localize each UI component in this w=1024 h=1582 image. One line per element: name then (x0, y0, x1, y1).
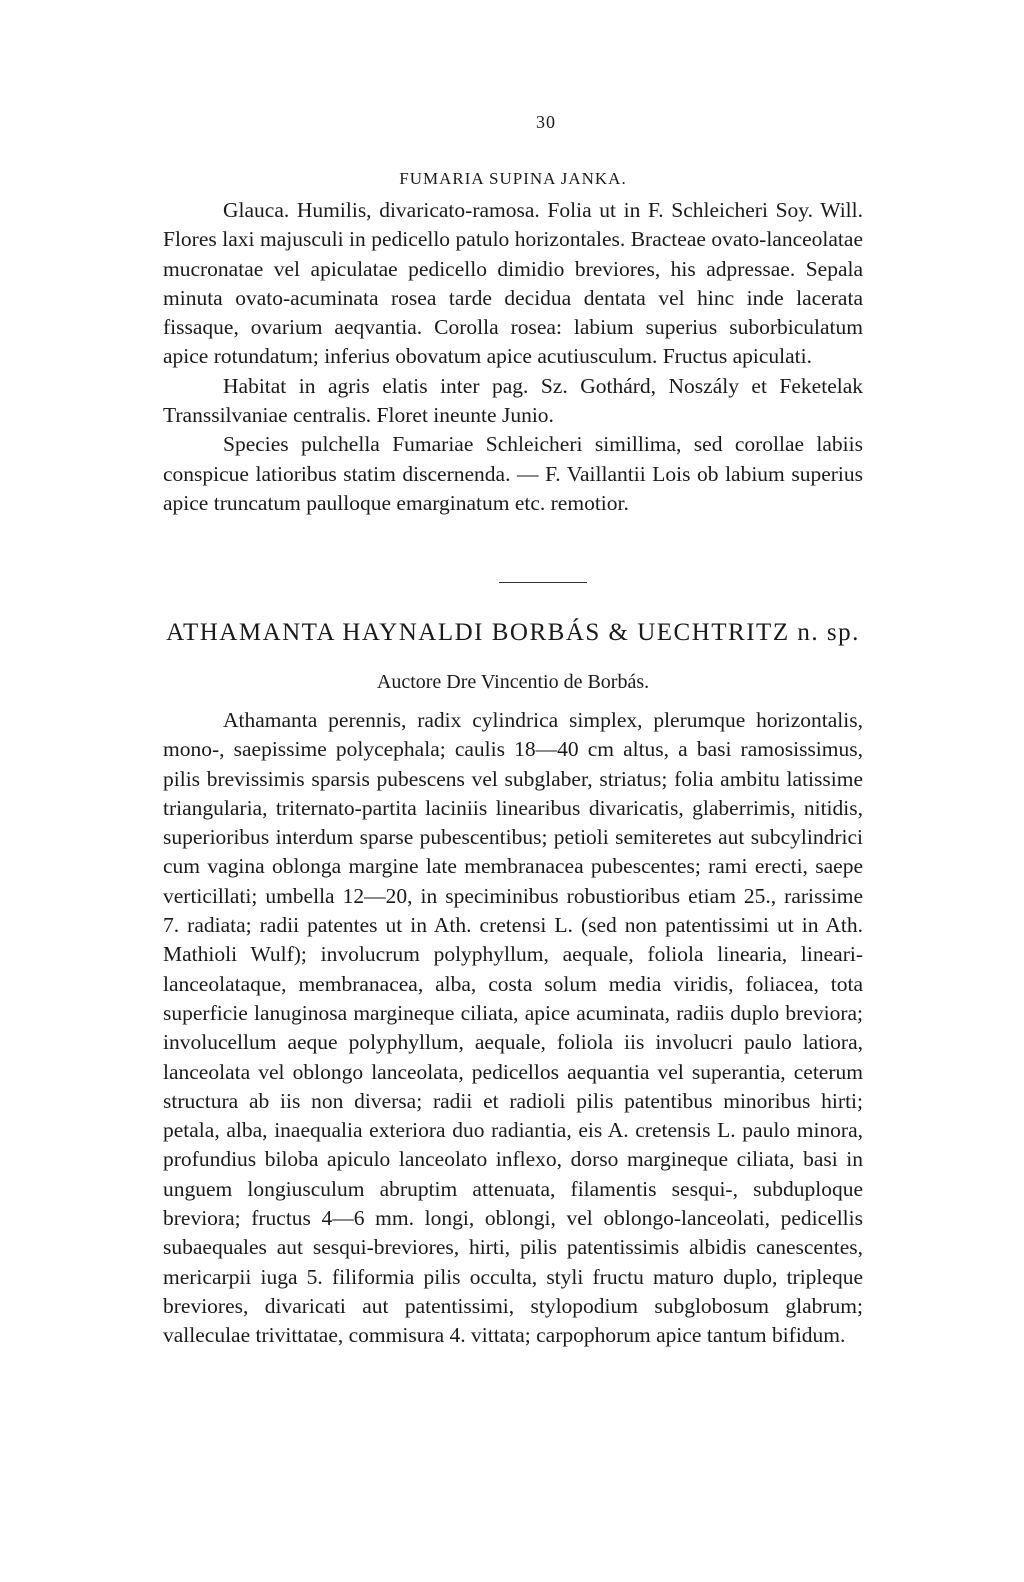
species-title: ATHAMANTA HAYNALDI BORBÁS & UECHTRITZ n. sp. (166, 619, 860, 646)
author-line: Auctore Dre Vincentio de Borbás. (376, 671, 650, 693)
fumaria-paragraph-3: Species pulchella Fumariae Schleicheri simillima, sed corollae labiis conspicue latioribus statim discernenda. — F. Vaillantii Lois ob labium superius apice truncatum paulloque emarginatum etc. remotior. (163, 432, 863, 515)
page-number: 30 (536, 112, 556, 132)
section-heading-fumaria: FUMARIA SUPINA JANKA. (399, 169, 627, 188)
fumaria-paragraph-1: Glauca. Humilis, divaricato-ramosa. Folia ut in F. Schleicheri Soy. Will. Flores laxi majusculi in pedicello patulo horizontales. Bracteae ovato-lanceolatae mucronatae vel apiculatae pedicello dimidio breviores, his adpressae. Sepala minuta ovato-acuminata rosea tarde decidua dentata vel hinc inde lacerata fissaque, ovarium aeqvantia. Corolla rosea: labium superius suborbiculatum apice rotundatum; inferius obovatum apice acutiusculum. Fructus apiculati. (163, 198, 863, 369)
athamanta-description (163, 706, 863, 1351)
fumaria-paragraph-2: Habitat in agris elatis inter pag. Sz. Gothárd, Noszály et Feketelak Transsilvaniae centralis. Floret ineunte Junio. (163, 373, 863, 428)
athamanta-paragraph: Athamanta perennis, radix cylindrica simplex, plerumque horizontalis, mono-, saepissime polycephala; caulis 18—40 cm altus, a basi ramosissimus, pilis brevissimis sparsis pubescens vel subglaber, striatus; folia ambitu latissime triangularia, triternato-partita laciniis linearibus divaricatis, glaberrimis, nitidis, superioribus interdum sparse pubescentibus; petioli semiteretes aut subcylindrici cum vagina oblonga margine late membranacea pubescentes; rami erecti, saepe verticillati; umbella 12—20, in speciminibus robustioribus etiam 25., rarissime 7. radiata; radii patentes ut in Ath. cretensi L. (sed non patentissimi ut in Ath. Mathioli Wulf); involucrum polyphyllum, aequale, foliola linearia, lineari-lanceolataque, membranacea, alba, costa solum media viridis, foliacea, tota superficie lanuginosa margineque ciliata, apice acuminata, radiis duplo breviora; involucellum aeque polyphyllum, aequale, foliola iis involucri paulo latiora, lanceolata vel oblongo lanceolata, pedicellos aequantia vel superantia, ceterum structura ab iis non diversa; radii et radioli pilis patentibus minoribus hirti; petala, alba, inaequalia exteriora duo radiantia, eis A. cretensis L. paulo minora, profundius biloba apiculo lanceolato inflexo, dorso margineque ciliata, basi in unguem longiusculum abruptim attenuata, filamentis sesqui-, subduploque breviora; fructus 4—6 mm. longi, oblongi, vel oblongo-lanceolati, pedicellis subaequales aut sesqui-breviores, hirti, pilis patentissimis albidis canescentes, mericarpii iuga 5. filiformia pilis occulta, styli fructu maturo duplo, tripleque breviores, divaricati aut patentissimi, stylopodium subglobosum glabrum; valleculae trivittatae, commisura 4. vittata; carpophorum apice tantum bifidum. (163, 708, 863, 1348)
section-divider (499, 582, 587, 583)
fumaria-description (163, 196, 863, 518)
